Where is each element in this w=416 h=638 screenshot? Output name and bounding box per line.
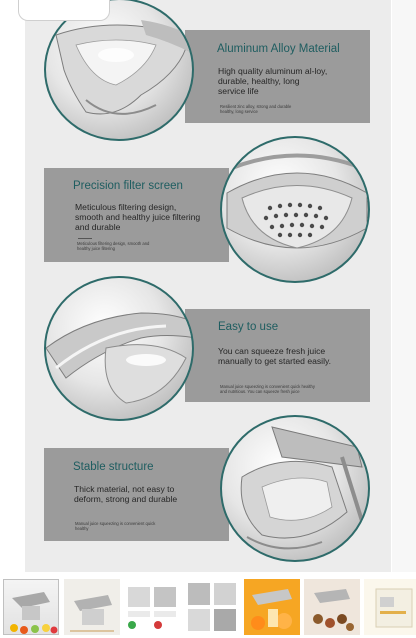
feature-band-aluminum (185, 30, 370, 123)
feature-band-easy (185, 309, 370, 402)
feature-description: Meticulous filtering design, smooth and healthy juice filtering and durable (75, 202, 201, 233)
feature-description: High quality aluminum al-loy, durable, healthy, long service life (218, 66, 328, 97)
thumbnail-juicer-size[interactable] (64, 579, 120, 635)
thumbnail-nuts-pressing[interactable] (304, 579, 360, 635)
feature-separator (78, 238, 92, 239)
thumbnail-orange-juicing[interactable] (244, 579, 300, 635)
feature-title: Aluminum Alloy Material (217, 43, 340, 55)
feature-small-text: Manual juice squeezing is convenient quick healthy and nutritious. You can squeeze fresh juice (220, 384, 315, 395)
thumbnail-juicer-with-fruits[interactable] (3, 579, 59, 635)
feature-description: Thick material, not easy to deform, strong and durable (74, 484, 178, 505)
feature-small-text: Manual juice squeezing is convenient quick healthy (75, 521, 156, 532)
filter-screen-image (220, 136, 370, 283)
feature-band-filter (44, 168, 229, 262)
feature-description: You can squeeze fresh juice manually to get started easily. (218, 346, 332, 367)
juicer-top-view-image (44, 0, 194, 141)
thumbnail-juicer-comparison[interactable] (124, 579, 180, 635)
juicer-handle-image (44, 276, 194, 421)
feature-small-text: Resilient zinc alloy, strong and durable healthy, long service (220, 104, 292, 115)
corner-tab[interactable] (18, 0, 110, 21)
feature-title: Easy to use (218, 321, 279, 333)
thumbnail-juicer-box[interactable] (364, 579, 416, 635)
product-description-poster (25, 0, 391, 572)
thumbnail-juicer-details[interactable] (184, 579, 240, 635)
feature-title: Precision filter screen (73, 180, 183, 192)
thumbnail-strip (0, 577, 416, 638)
feature-band-stable (44, 448, 229, 541)
feature-small-text: Meticulous filtering design, smooth and healthy juice filtering (77, 241, 150, 252)
right-edge-gutter (392, 0, 416, 572)
juicer-side-image (220, 415, 370, 562)
feature-title: Stable structure (73, 461, 154, 473)
